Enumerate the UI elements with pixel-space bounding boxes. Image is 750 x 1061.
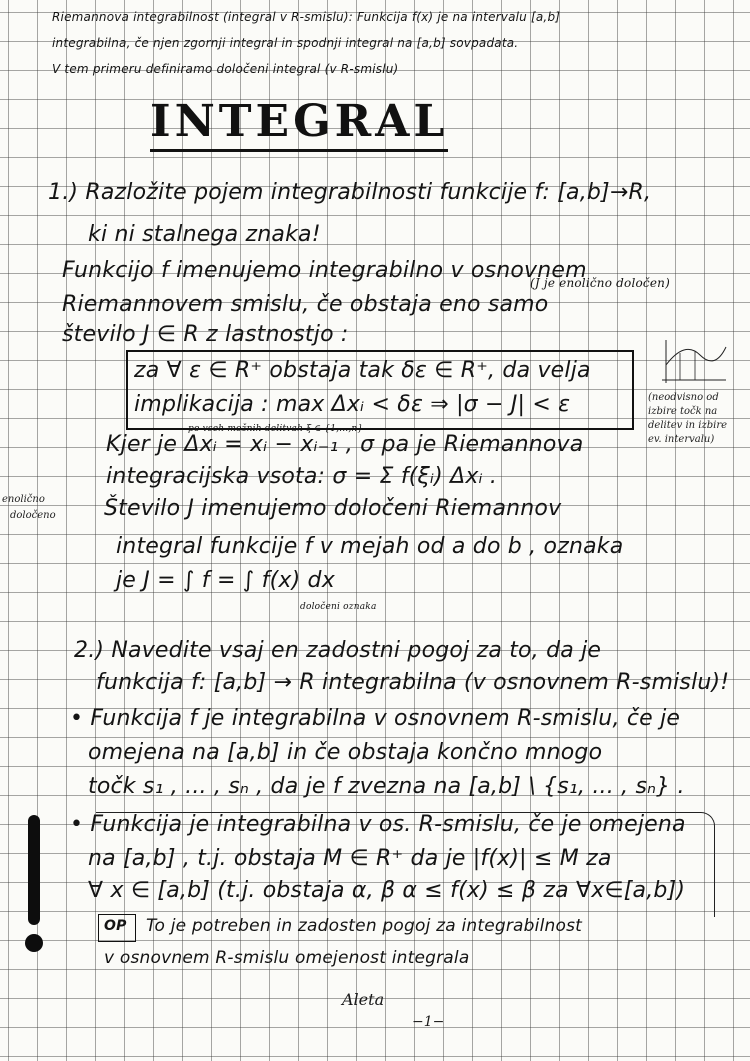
q1-line-10: je J = ∫ f = ∫ f(x) dx [116, 568, 335, 593]
q1-line-6: Kjer je Δxᵢ = xᵢ − xᵢ₋₁ , σ pa je Riemannova [106, 432, 584, 457]
q1-small-above: po vseh možnih delitvah ξ ∈ {1,...,n} [188, 424, 364, 434]
header-line-1: Riemannova integrabilnost (integral v R-smislu): Funkcija f(x) je na intervalu [a,b] [52, 10, 561, 24]
header-line-3: V tem primeru definiramo določeni integral (v R-smislu) [52, 62, 399, 76]
q1-line-1: 1.) Razložite pojem integrabilnosti funkcije f: [a,b]→R, [48, 180, 652, 205]
exclamation-mark-icon [28, 815, 40, 925]
exclamation-dot-icon [25, 934, 43, 952]
q1-line-9: integral funkcije f v mejah od a do b , oznaka [116, 534, 624, 559]
q1-sub-note: določeni oznaka [300, 602, 377, 612]
box-side-note-3: delitev in izbire [648, 420, 728, 431]
q2-line-9: To je potreben in zadosten pogoj za integrabilnost [146, 916, 583, 936]
header-line-2: integrabilna, če njen zgornji integral in spodnji integral na [a,b] sovpadata. [52, 36, 519, 50]
q2-line-3: • Funkcija f je integrabilna v osnovnem R-smislu, če je [70, 706, 681, 731]
margin-note-2: določeno [10, 510, 56, 521]
q1-line-5: število J ∈ R z lastnostjo : [62, 322, 349, 347]
box-side-note-2: izbire točk na [648, 406, 718, 417]
box-line-1: za ∀ ε ∈ R⁺ obstaja tak δε ∈ R⁺, da velja [134, 358, 591, 383]
q1-line-3: Funkcijo f imenujemo integrabilno v osnovnem [62, 258, 587, 283]
signature: Aleta [342, 990, 385, 1009]
q2-line-4: omejena na [a,b] in če obstaja končno mnogo [88, 740, 603, 765]
q2-line-5: točk s₁ , ... , sₙ , da je f zvezna na [a,b] \ {s₁, ... , sₙ} . [88, 774, 685, 799]
q1-line-8: Število J imenujemo določeni Riemannov [104, 496, 562, 521]
q2-line-8: ∀ x ∈ [a,b] (t.j. obstaja α, β α ≤ f(x) ≤ β za ∀x∈[a,b]) [88, 878, 686, 903]
op-label: OP [104, 918, 127, 934]
q1-line-2: ki ni stalnega znaka! [88, 222, 321, 247]
q2-line-2: funkcija f: [a,b] → R integrabilna (v osnovnem R-smislu)! [96, 670, 730, 695]
sketch-graph-icon [650, 335, 730, 385]
box-line-2: implikacija : max Δxᵢ < δε ⇒ |σ − J| < ε [134, 392, 571, 417]
box-side-note-4: ev. intervalu) [648, 434, 715, 445]
q1-line-7: integracijska vsota: σ = Σ f(ξᵢ) Δxᵢ . [106, 464, 498, 489]
q2-line-10: v osnovnem R-smislu omejenost integrala [104, 948, 470, 968]
margin-note-1: enolično [2, 494, 45, 505]
q1-note-je: (J je enolično določen) [530, 276, 670, 290]
page-title: INTEGRAL [150, 96, 448, 152]
q1-line-4: Riemannovem smislu, če obstaja eno samo [62, 292, 549, 317]
q2-line-6: • Funkcija je integrabilna v os. R-smislu, če je omejena [70, 812, 686, 837]
q2-line-7: na [a,b] , t.j. obstaja M ∈ R⁺ da je |f(x)| ≤ M za [88, 846, 612, 871]
page-number: −1− [412, 1014, 445, 1030]
box-side-note-1: (neodvisno od [648, 392, 719, 403]
q2-line-1: 2.) Navedite vsaj en zadostni pogoj za to, da je [74, 638, 602, 663]
